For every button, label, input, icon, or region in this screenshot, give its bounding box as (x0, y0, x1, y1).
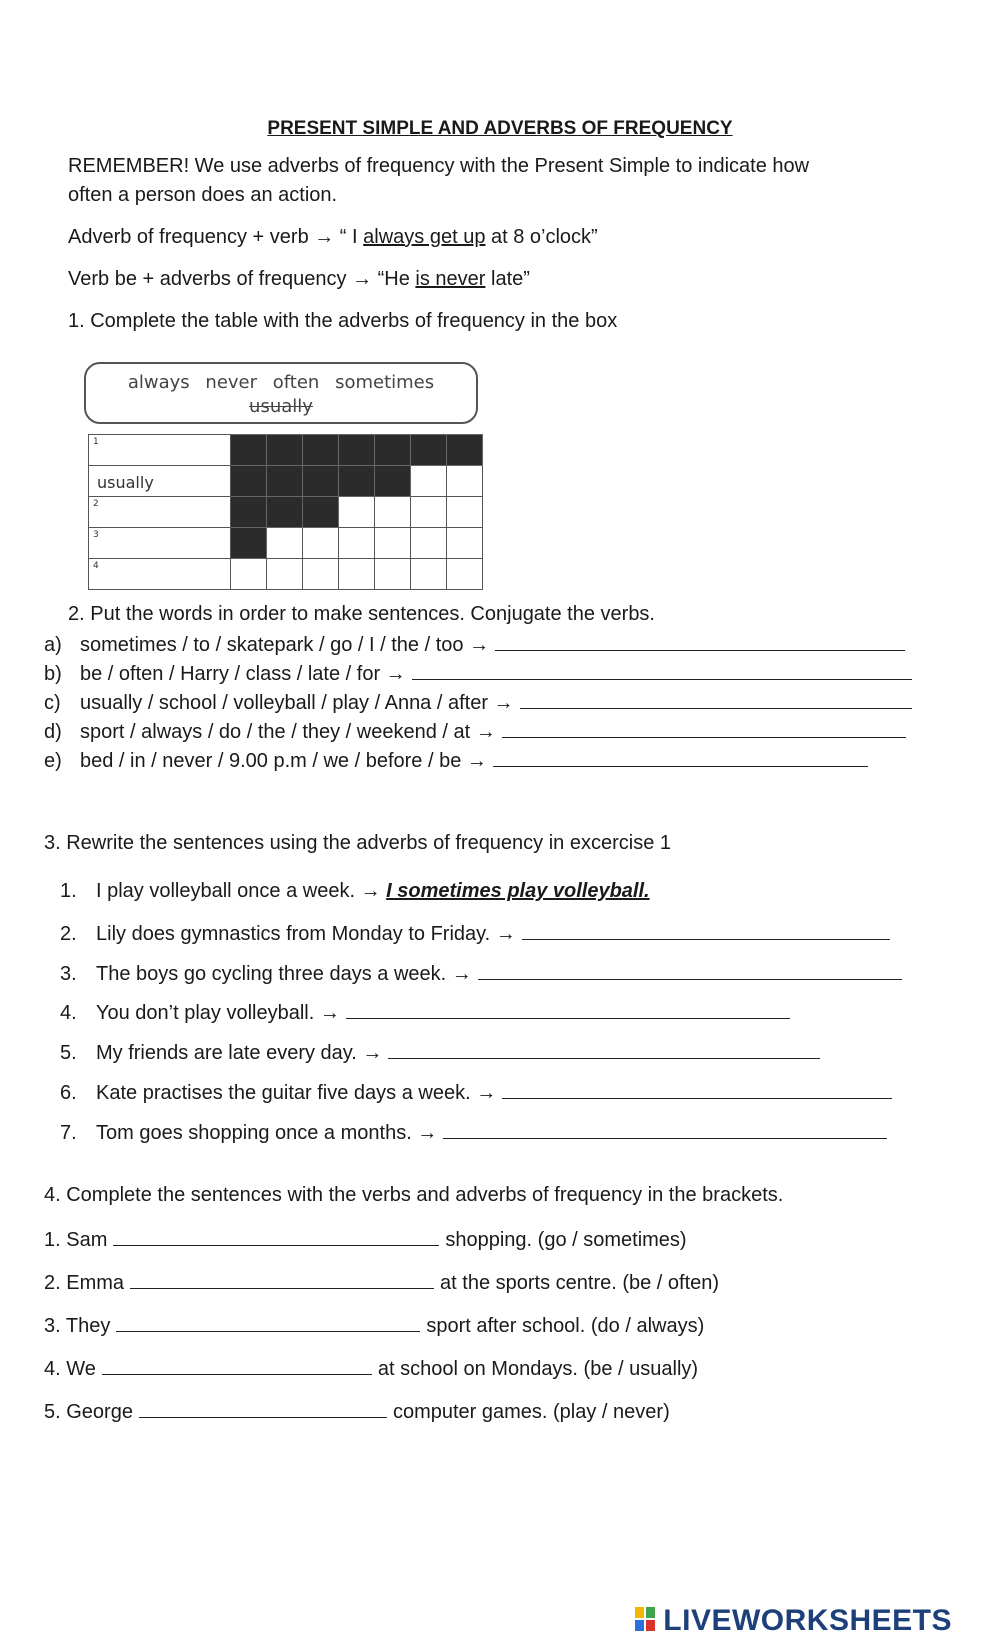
rule2-prefix: Verb be + adverbs of frequency → “He (68, 268, 416, 290)
rule1-example: always get up (363, 226, 486, 248)
word-usually-crossed: usually (249, 396, 313, 417)
empty-cell (339, 497, 375, 528)
ex1-instruction: 1. Complete the table with the adverbs of frequency in the box (68, 310, 618, 332)
sentence-end: at the sports centre. (be / often) (440, 1272, 720, 1294)
item-text: I play volleyball once a week. → (96, 880, 381, 902)
frequency-row (89, 559, 483, 590)
item-text: My friends are late every day. → (96, 1042, 383, 1064)
empty-cell (447, 528, 483, 559)
ex2-item-a (44, 632, 905, 657)
frequency-row (89, 497, 483, 528)
ex3-item-4 (60, 1000, 790, 1025)
answer-blank[interactable] (443, 1120, 887, 1139)
ex3-item-5 (60, 1040, 820, 1065)
answer-blank[interactable] (116, 1313, 420, 1332)
shaded-cell (267, 497, 303, 528)
answer-blank[interactable] (520, 690, 912, 709)
item-number: 1. (60, 880, 77, 902)
item-letter: a) (44, 634, 62, 656)
page-title: PRESENT SIMPLE AND ADVERBS OF FREQUENCY (267, 118, 733, 139)
item-text: sport / always / do / the / they / weekend / at → (80, 721, 496, 743)
row-adverb: usually (97, 473, 154, 492)
shaded-cell (303, 435, 339, 466)
word-box-words (86, 372, 476, 393)
item-letter: d) (44, 721, 62, 743)
ex3-item-2 (60, 921, 890, 946)
item-number: 5. (60, 1042, 77, 1064)
empty-cell (447, 497, 483, 528)
empty-cell (267, 559, 303, 590)
remember-line-1: REMEMBER! We use adverbs of frequency with the Present Simple to indicate how (68, 155, 810, 177)
frequency-row-label[interactable] (89, 435, 231, 466)
item-number: 7. (60, 1122, 77, 1144)
empty-cell (303, 559, 339, 590)
item-letter: b) (44, 663, 62, 685)
item-text: Tom goes shopping once a months. → (96, 1122, 438, 1144)
ex4-item-3 (44, 1313, 704, 1338)
answer-blank[interactable] (493, 748, 868, 767)
answer-blank[interactable] (522, 921, 890, 940)
logo-text: LIVEWORKSHEETS (663, 1604, 952, 1637)
rule1-prefix: Adverb of frequency + verb → “ I (68, 226, 364, 248)
ex3-item-6 (60, 1080, 892, 1105)
frequency-row (89, 466, 483, 497)
answer-blank[interactable] (502, 719, 906, 738)
item-text: Lily does gymnastics from Monday to Friday. → (96, 923, 516, 945)
row-number: 2 (93, 499, 99, 509)
empty-cell (339, 528, 375, 559)
answer-blank[interactable] (346, 1000, 790, 1019)
shaded-cell (375, 466, 411, 497)
answer-blank[interactable] (130, 1270, 434, 1289)
ex4-item-4 (44, 1356, 698, 1381)
sentence-start: 3. They (44, 1315, 111, 1337)
ex3-item-7 (60, 1120, 887, 1145)
ex3-item-3 (60, 961, 902, 986)
empty-cell (447, 559, 483, 590)
empty-cell (375, 528, 411, 559)
shaded-cell (303, 497, 339, 528)
answer-blank[interactable] (478, 961, 902, 980)
item-number: 2. (60, 923, 77, 945)
shaded-cell (231, 466, 267, 497)
item-text: be / often / Harry / class / late / for → (80, 663, 406, 685)
shaded-cell (231, 497, 267, 528)
word-always: always (127, 372, 190, 393)
empty-cell (411, 528, 447, 559)
answer-blank[interactable] (102, 1356, 372, 1375)
logo-icon (635, 1607, 657, 1633)
shaded-cell (411, 435, 447, 466)
sentence-start: 5. George (44, 1401, 133, 1423)
ex4-item-2 (44, 1270, 719, 1295)
item-text: sometimes / to / skatepark / go / I / the / too → (80, 634, 490, 656)
shaded-cell (447, 435, 483, 466)
answer-blank[interactable] (388, 1040, 820, 1059)
shaded-cell (339, 466, 375, 497)
word-sometimes: sometimes (335, 372, 435, 393)
item-text: The boys go cycling three days a week. → (96, 963, 472, 985)
rule1-suffix: at 8 o’clock” (485, 226, 598, 248)
empty-cell (375, 559, 411, 590)
sentence-start: 2. Emma (44, 1272, 125, 1294)
shaded-cell (303, 466, 339, 497)
frequency-row (89, 435, 483, 466)
empty-cell (411, 497, 447, 528)
empty-cell (303, 528, 339, 559)
rule2-suffix: late” (485, 268, 530, 290)
ex4-item-5 (44, 1399, 670, 1424)
frequency-row-label[interactable] (89, 497, 231, 528)
item-text: Kate practises the guitar five days a week. → (96, 1082, 497, 1104)
item-text: You don’t play volleyball. → (96, 1002, 340, 1024)
item-text: usually / school / volleyball / play / Anna / after → (80, 692, 514, 714)
ex4-instruction: 4. Complete the sentences with the verbs and adverbs of frequency in the brackets. (44, 1184, 784, 1206)
word-never: never (205, 372, 258, 393)
answer-blank[interactable] (495, 632, 905, 651)
frequency-table (88, 434, 483, 590)
empty-cell (411, 466, 447, 497)
example-answer: I sometimes play volleyball. (386, 880, 650, 902)
ex3-instruction: 3. Rewrite the sentences using the adverbs of frequency in excercise 1 (44, 832, 672, 854)
item-number: 3. (60, 963, 77, 985)
remember-line-2: often a person does an action. (68, 184, 338, 206)
item-letter: e) (44, 750, 62, 772)
frequency-row (89, 528, 483, 559)
answer-blank[interactable] (412, 661, 912, 680)
shaded-cell (231, 528, 267, 559)
item-number: 6. (60, 1082, 77, 1104)
rule-verb-be (68, 268, 530, 291)
frequency-row-label (89, 466, 231, 497)
empty-cell (411, 559, 447, 590)
word-box (84, 362, 478, 424)
empty-cell (231, 559, 267, 590)
ex4-item-1 (44, 1227, 687, 1252)
row-number: 3 (93, 530, 99, 540)
shaded-cell (267, 435, 303, 466)
ex2-instruction: 2. Put the words in order to make sentences. Conjugate the verbs. (68, 603, 655, 625)
sentence-end: shopping. (go / sometimes) (445, 1229, 687, 1251)
frequency-row-label[interactable] (89, 559, 231, 590)
item-text: bed / in / never / 9.00 p.m / we / before / be → (80, 750, 487, 772)
row-number: 4 (93, 561, 99, 571)
empty-cell (375, 497, 411, 528)
sentence-end: computer games. (play / never) (392, 1401, 670, 1423)
item-letter: c) (44, 692, 61, 714)
shaded-cell (267, 466, 303, 497)
empty-cell (339, 559, 375, 590)
sentence-end: sport after school. (do / always) (426, 1315, 705, 1337)
rule-adverb-verb (68, 226, 598, 249)
ex3-item-1 (60, 880, 650, 903)
sentence-start: 4. We (44, 1358, 96, 1380)
item-number: 4. (60, 1002, 77, 1024)
ex2-item-c (44, 690, 912, 715)
empty-cell (267, 528, 303, 559)
ex2-item-e (44, 748, 868, 773)
word-often: often (272, 372, 320, 393)
answer-blank[interactable] (502, 1080, 892, 1099)
answer-blank[interactable] (113, 1227, 439, 1246)
sentence-end: at school on Mondays. (be / usually) (377, 1358, 699, 1380)
ex2-item-b (44, 661, 912, 686)
shaded-cell (231, 435, 267, 466)
answer-blank[interactable] (139, 1399, 387, 1418)
liveworksheets-logo (635, 1604, 952, 1638)
frequency-row-label[interactable] (89, 528, 231, 559)
ex2-item-d (44, 719, 906, 744)
shaded-cell (375, 435, 411, 466)
empty-cell (447, 466, 483, 497)
sentence-start: 1. Sam (44, 1229, 108, 1251)
rule2-example: is never (415, 268, 486, 290)
row-number: 1 (93, 437, 99, 447)
shaded-cell (339, 435, 375, 466)
